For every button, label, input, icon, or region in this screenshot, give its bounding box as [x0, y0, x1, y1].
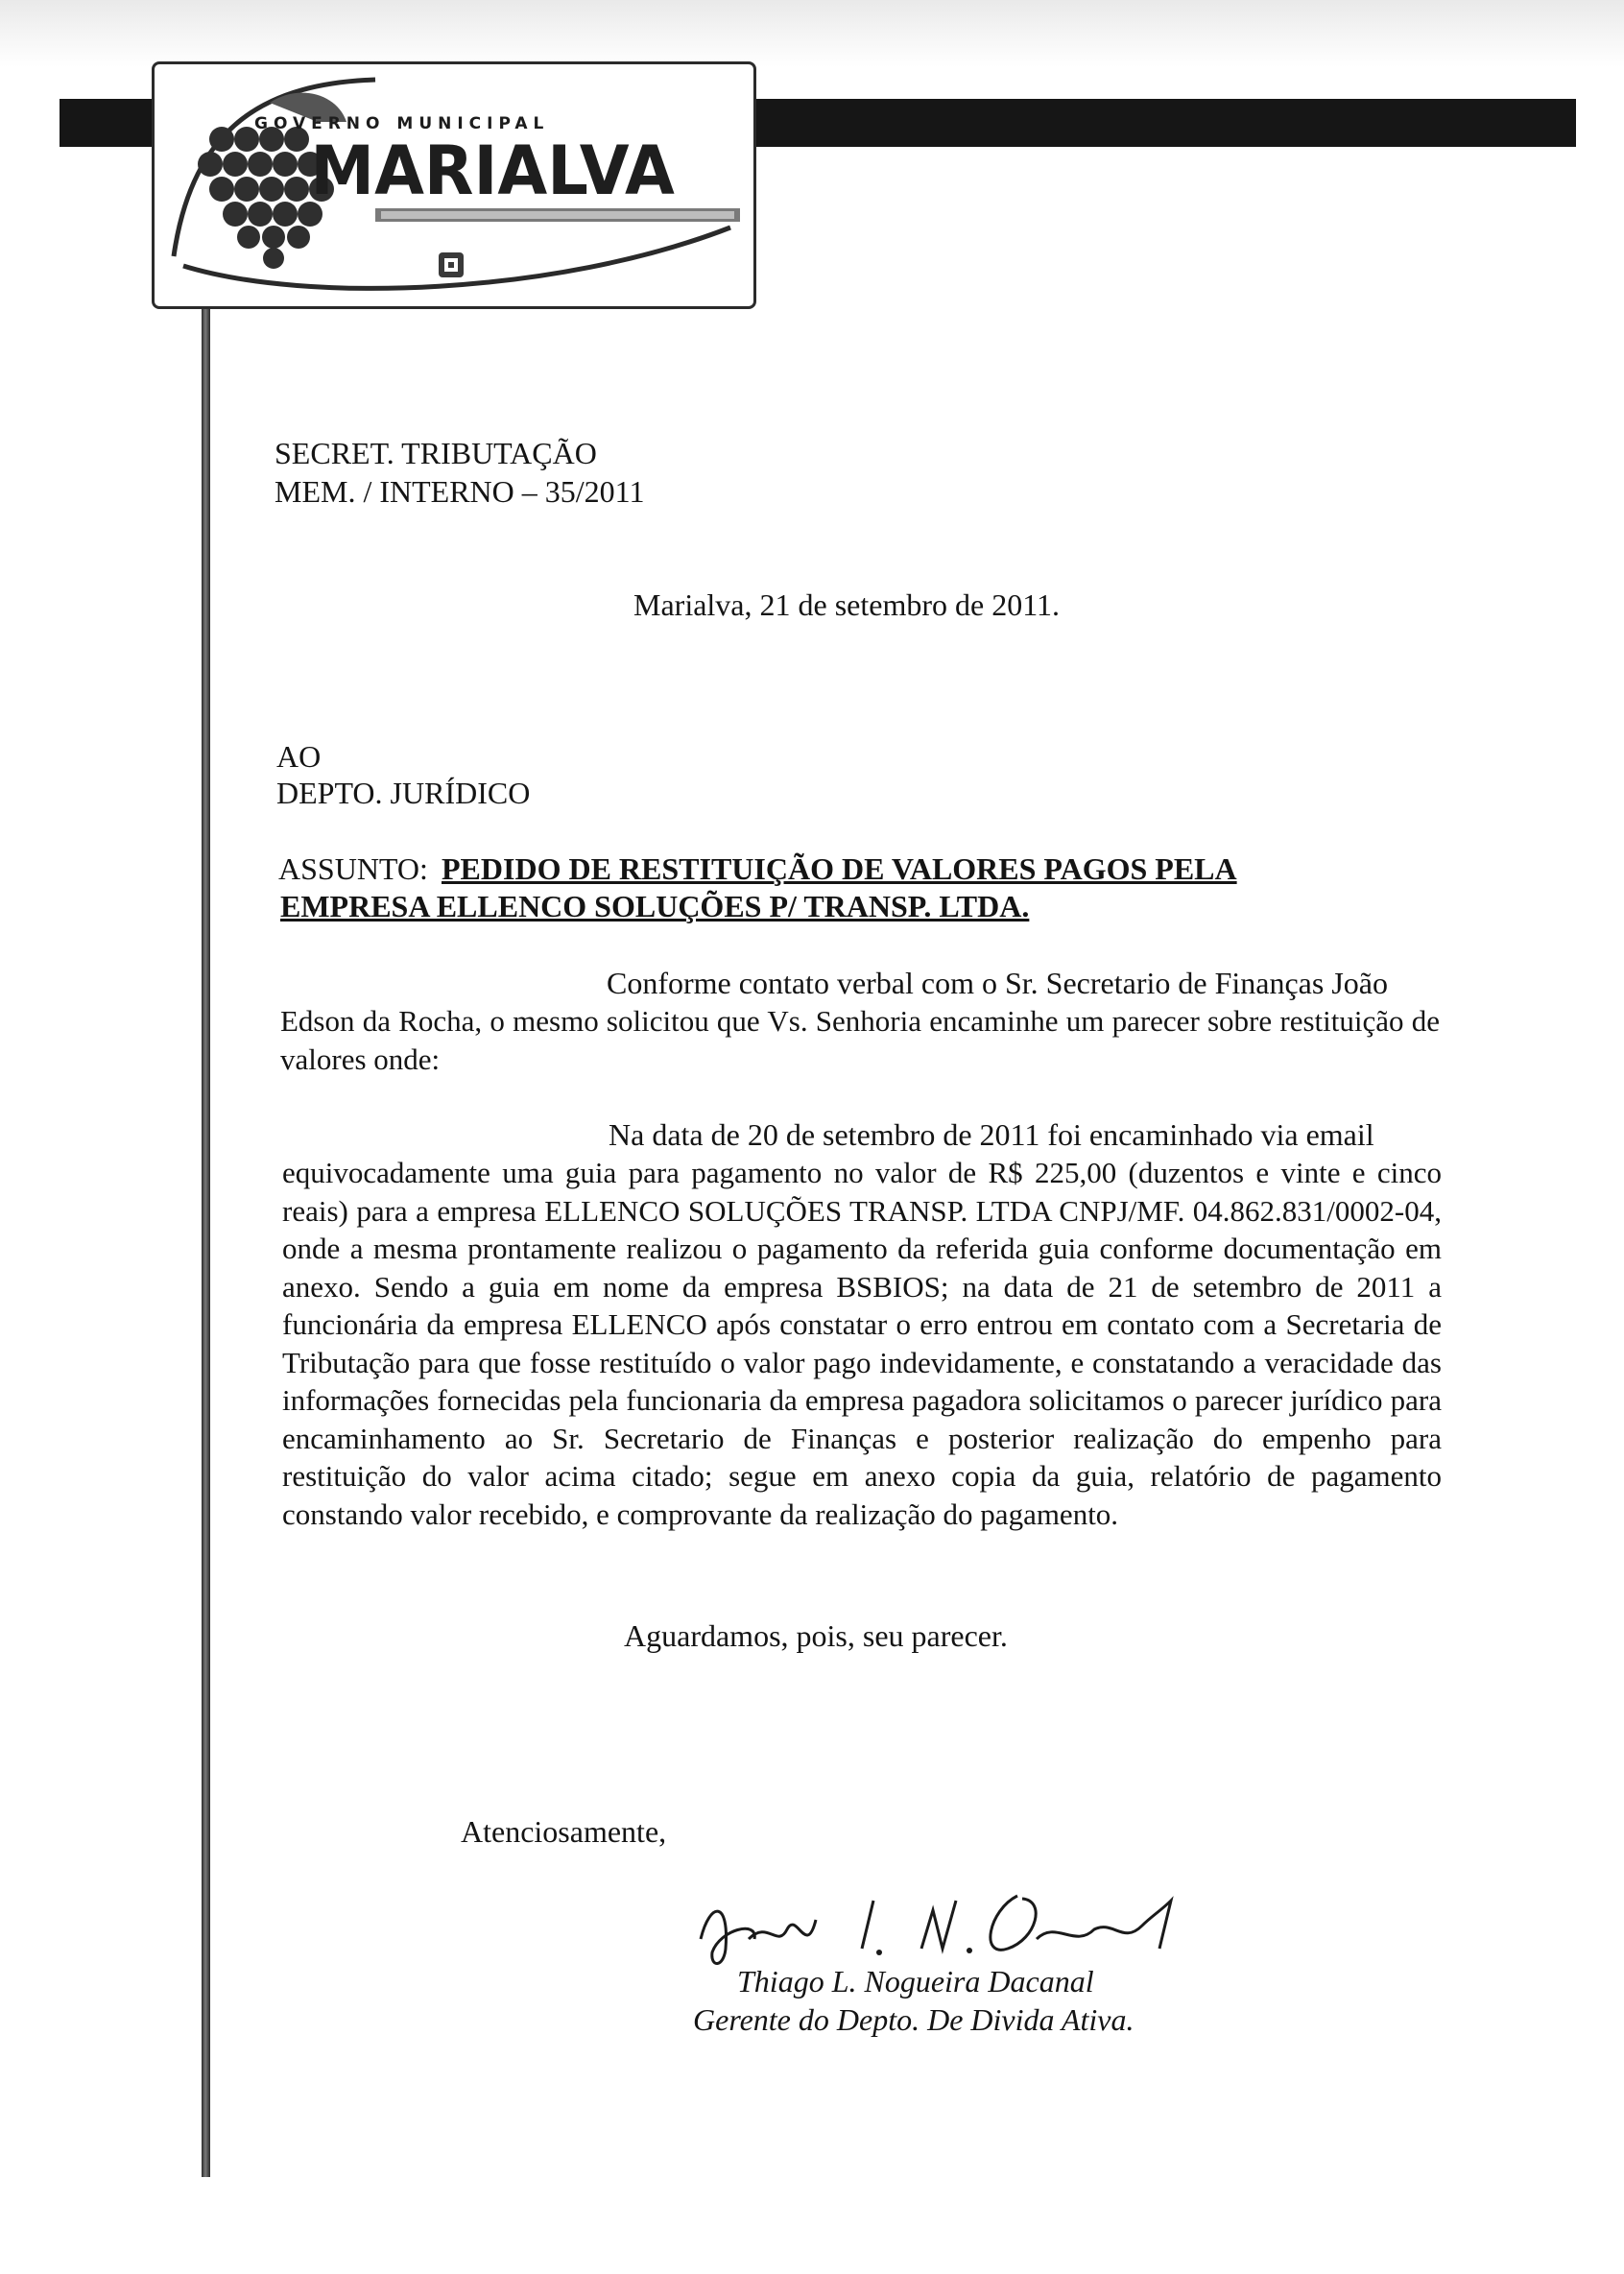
subject-line-2: EMPRESA ELLENCO SOLUÇÕES P/ TRANSP. LTDA. [280, 889, 1030, 923]
subject-label: ASSUNTO: [278, 851, 428, 886]
logo-government-label: GOVERNO MUNICIPAL [254, 114, 550, 133]
letterhead-side-bar [202, 288, 210, 2177]
paragraph-1-body: Edson da Rocha, o mesmo solicitou que Vs. Senhoria encaminhe um parecer sobre restituição de valores onde: [280, 1004, 1440, 1076]
scan-top-shading [0, 0, 1624, 67]
paragraph-1-first-line: Conforme contato verbal com o Sr. Secretario de Finanças João [607, 966, 1388, 1000]
department-line: SECRET. TRIBUTAÇÃO [275, 436, 597, 470]
closing-request: Aguardamos, pois, seu parecer. [624, 1618, 1008, 1653]
logo-city-name [254, 135, 734, 203]
recipient-line-2: DEPTO. JURÍDICO [276, 776, 531, 810]
logo-city-text: MARIALVA [310, 135, 675, 203]
recipient-line-1: AO [276, 739, 322, 774]
municipal-logo [152, 61, 756, 309]
signer-name: Thiago L. Nogueira Dacanal [737, 1964, 1094, 1999]
paragraph-2-first-line: Na data de 20 de setembro de 2011 foi encaminhado via email [609, 1117, 1374, 1152]
memo-number: MEM. / INTERNO – 35/2011 [275, 474, 645, 509]
subject-line-1: PEDIDO DE RESTITUIÇÃO DE VALORES PAGOS PELA [442, 851, 1237, 886]
date-line: Marialva, 21 de setembro de 2011. [633, 587, 1061, 622]
paragraph-2-body: equivocadamente uma guia para pagamento no valor de R$ 225,00 (duzentos e vinte e cinco reais) para a empresa ELLENCO SOLUÇÕES TRANSP. LTDA CNPJ/MF. 04.862.831/0002-04, onde a mesma prontamente realizou o pagamento da referida guia conforme documentação em anexo. Sendo a guia em nome da empresa BSBIOS; na data de 21 de setembro de 2011 a funcionária da empresa ELLENCO após constatar o erro entrou em contato com a Secretaria de Tributação para que fosse restituído o valor pago indevidamente, e constatando a veracidade das informações fornecidas pela funcionaria da empresa pagadora solicitamos o parecer jurídico para encaminhamento ao Sr. Secretario de Finanças e posterior realização do empenho para restituição do valor acima citado; segue em anexo copia da guia, relatório de pagamento constando valor recebido, e comprovante da realização do pagamento. [282, 1156, 1442, 1531]
signature-text: Diogo L. N. Dacanal [701, 1977, 709, 1978]
closing-salutation: Atenciosamente, [461, 1814, 667, 1849]
signer-title: Gerente do Depto. De Divida Ativa. [693, 2002, 1134, 2037]
